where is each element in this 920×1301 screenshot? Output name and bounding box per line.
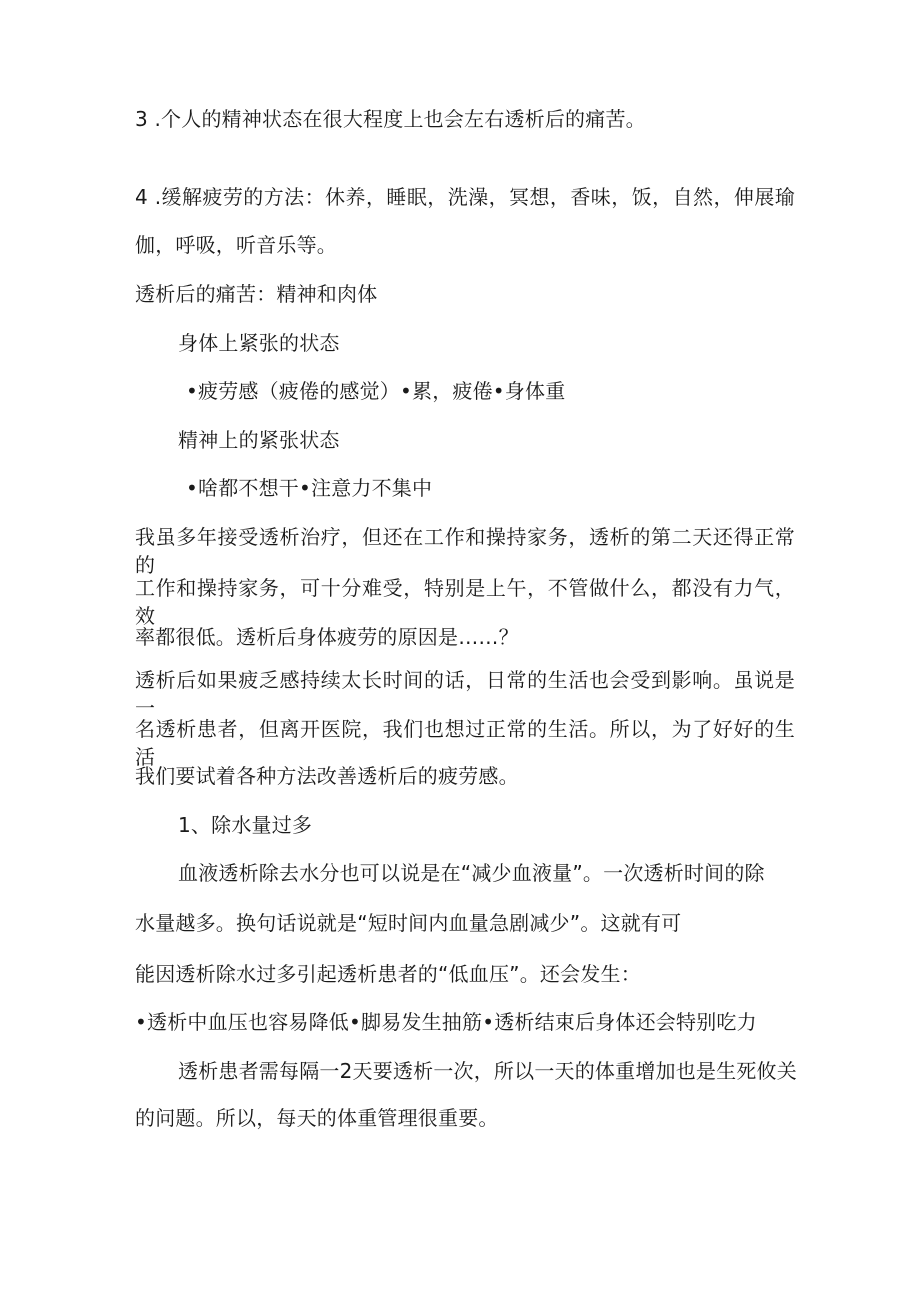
paragraph-5-line1: 透析患者需每隔一2天要透析一次，所以一天的体重增加也是生死攸关	[178, 1059, 797, 1083]
paragraph-3-line2: 水量越多。换句话说就是“短时间内血量急剧减少”。这就有可	[135, 911, 682, 935]
list-item-4-line2: 伽，呼吸，听音乐等。	[135, 233, 337, 257]
subsection-heading-1: 1、除水量过多	[178, 813, 313, 837]
paragraph-2-line3: 我们要试着各种方法改善透析后的疲劳感。	[135, 764, 519, 788]
list-item-3: 3 .个人的精神状态在很大程度上也会左右透析后的痛苦。	[135, 107, 646, 131]
paragraph-2-line1: 透析后如果疲乏感持续太长时间的话，日常的生活也会受到影响。虽说是一	[135, 668, 795, 720]
subheading-mental: 精神上的紧张状态	[178, 428, 340, 452]
section-heading-pain: 透析后的痛苦：精神和肉体	[135, 282, 378, 306]
paragraph-2-line2: 名透析患者，但离开医院，我们也想过正常的生活。所以，为了好好的生活	[135, 717, 795, 769]
paragraph-1-line1: 我虽多年接受透析治疗，但还在工作和操持家务，透析的第二天还得正常的	[135, 525, 795, 577]
subheading-physical: 身体上紧张的状态	[178, 331, 340, 355]
paragraph-4-line1: 能因透析除水过多引起透析患者的“低血压”。还会发生：	[135, 962, 641, 986]
paragraph-5-line2: 的问题。所以，每天的体重管理很重要。	[135, 1106, 499, 1130]
list-item-4-line1: 4 .缓解疲劳的方法：休养，睡眠，洗澡，冥想，香味，饭，自然，伸展瑜	[135, 185, 795, 209]
paragraph-1-line3: 率都很低。透析后身体疲劳的原因是……？	[135, 625, 519, 649]
mental-symptoms: •啥都不想干•注意力不集中	[186, 476, 433, 500]
physical-symptoms: •疲劳感（疲倦的感觉）•累，疲倦•身体重	[186, 379, 566, 403]
paragraph-1-line2: 工作和操持家务，可十分难受，特别是上午，不管做什么，都没有力气，效	[135, 576, 795, 628]
bullet-symptoms: •透析中血压也容易降低•脚易发生抽筋•透析结束后身体还会特别吃力	[135, 1010, 757, 1034]
paragraph-3-line1: 血液透析除去水分也可以说是在“减少血液量”。一次透析时间的除	[178, 861, 765, 885]
